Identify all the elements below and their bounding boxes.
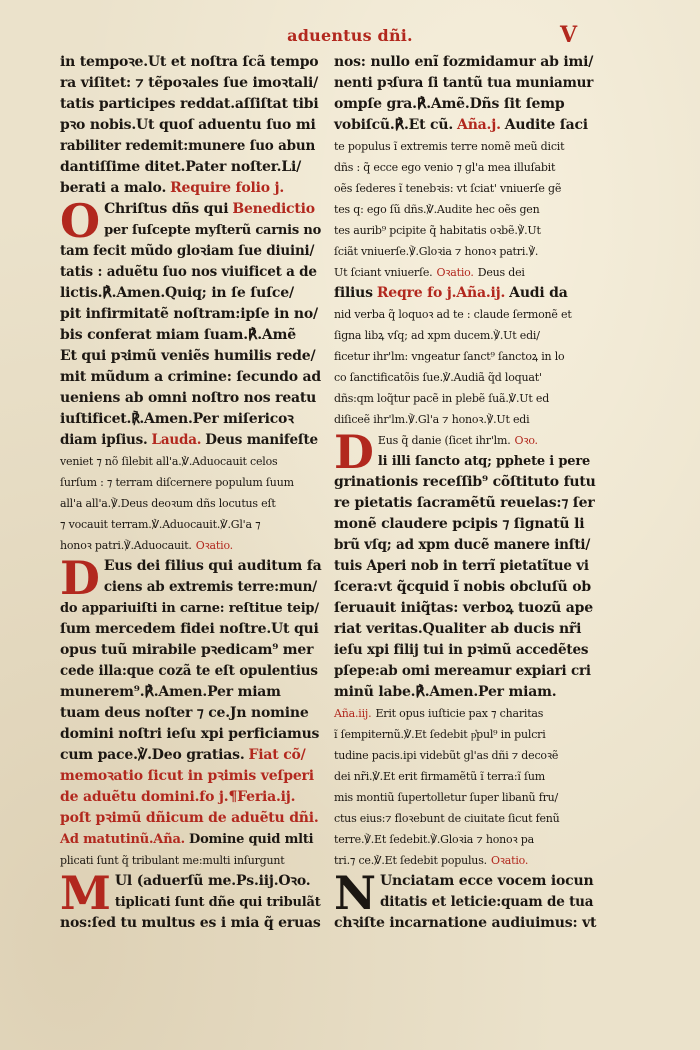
- line-text: ficetur ihr'lm: vngeatur ſanct⁹ ſanctoꝝ in lo: [334, 350, 565, 363]
- text-line: [60, 850, 322, 871]
- text-line: [60, 787, 322, 808]
- line-text: ſciãt vniuerſe.℣.Gloꝛia ⁊ honoꝛ patri.℣.: [334, 245, 539, 258]
- line-text: tatis participes reddat.aſſiſtat tibi: [60, 96, 319, 112]
- line-text: ĩ ſempiternũ.℣.Et ſedebit p͛pul⁹ in pulcri: [334, 728, 546, 741]
- line-text: tam fecit mũdo gloꝛiam ſue diuini/: [60, 243, 315, 259]
- text-line: [60, 493, 322, 514]
- line-text: filius: [334, 285, 373, 301]
- text-line: [334, 157, 596, 178]
- text-line: [334, 598, 596, 619]
- rubric-text: Oꝛatio.: [490, 854, 529, 867]
- line-text: de aduẽtu domini.fo j.¶Feria.ij.: [60, 789, 296, 805]
- text-line: [334, 346, 596, 367]
- text-line: [334, 556, 596, 577]
- line-text: nos:ſed tu multus es i mia q̃ eruas: [60, 915, 321, 931]
- line-text: diam ipſius.: [60, 432, 148, 448]
- text-line: [334, 766, 596, 787]
- text-line: [334, 472, 596, 493]
- line-text: tudine pacis.ipi videbũt gl'as dñi ⁊ decoꝛẽ: [334, 749, 559, 762]
- line-text: plicati ſunt q̃ tribulant me:multi inſurgunt: [60, 854, 285, 867]
- text-line: [60, 157, 322, 178]
- rubric-text: Aña.j.: [457, 117, 501, 133]
- line-text: iuſtificet.℟.Amen.Per miſericoꝛ: [60, 411, 294, 427]
- text-line: [334, 115, 596, 136]
- running-head: aduentus dñi.: [287, 26, 413, 45]
- right-column: [334, 52, 596, 934]
- text-line: [60, 178, 322, 199]
- text-line: [60, 514, 322, 535]
- text-line: [334, 241, 596, 262]
- text-line: [60, 745, 322, 766]
- line-text: grinationis receſſib⁹ cõſtituto futu: [334, 474, 596, 490]
- line-text: ſcera:vt q̃cquid ĩ nobis obcluſũ ob: [334, 579, 591, 595]
- line-text: veniet ⁊ nõ ſilebit all'a.℣.Aduocauit celos: [60, 455, 278, 468]
- text-line: [60, 451, 322, 472]
- line-text: cede illa:que cozã te eſt opulentius: [60, 663, 318, 679]
- text-line: [334, 493, 596, 514]
- text-line: [334, 913, 596, 934]
- line-text: tri.⁊ ce.℣.Et ſedebit populus.: [334, 854, 487, 867]
- text-line: [334, 724, 596, 745]
- line-text: bis conferat miam ſuam.℟.Amẽ: [60, 327, 296, 343]
- line-text: ciens ab extremis terre:mun/: [103, 579, 317, 595]
- text-line: [334, 136, 596, 157]
- line-text: do appariuiſti in carne: reſtitue teip/: [60, 601, 319, 616]
- line-text: minũ labe.℟.Amen.Per miam.: [334, 684, 557, 700]
- text-line: [60, 367, 322, 388]
- line-text: ra viſitet: ⁊ tẽpoꝛales ſue imoꝛtali/: [60, 75, 319, 91]
- line-text: tes q: ego ſũ dñs.℣.Audite hec oẽs gen: [334, 203, 540, 216]
- line-text: tes aurib⁹ pcipite q̃ habitatis oꝛbẽ.℣.Ut: [334, 224, 541, 237]
- line-text: Ul (aduerſũ me.Ps.iij.Oꝛo.: [114, 873, 311, 889]
- text-line: [334, 703, 596, 724]
- left-column: [60, 52, 322, 934]
- line-text: opus tuũ mirabile pꝛedicam⁹ mer: [60, 642, 314, 658]
- text-line: [334, 304, 596, 325]
- text-line: [60, 472, 322, 493]
- text-line: [60, 430, 322, 451]
- line-text-continued: Domine quid mlti: [189, 832, 314, 847]
- line-text: Eus q̃ danie (ſicet ihr'lm.: [377, 434, 511, 447]
- text-line: [60, 73, 322, 94]
- line-text-continued: Audi da: [509, 285, 568, 301]
- line-text: monẽ claudere pcipis ⁊ ſignatũ li: [334, 516, 585, 532]
- text-line: [334, 808, 596, 829]
- line-text: in tempoꝛe.Ut et noſtra ſcã tempo: [60, 54, 319, 70]
- line-text-continued: Deus manifeſte: [205, 432, 318, 448]
- text-line: [334, 409, 596, 430]
- line-text: per ſuſcepte myſterũ carnis no: [104, 223, 322, 238]
- line-text: rabiliter redemit:munere ſuo abun: [60, 138, 316, 154]
- line-text: Chriſtus dñs qui: [104, 201, 229, 217]
- text-line: [60, 94, 322, 115]
- line-text: nenti pꝛſura ſi tantũ tua muniamur: [334, 75, 594, 91]
- text-line: [60, 304, 322, 325]
- initial-letter: N: [334, 866, 377, 920]
- text-line: [60, 703, 322, 724]
- text-line: [60, 388, 322, 409]
- line-text: dñs : q̃ ecce ego venio ⁊ gl'a mea illuſabit: [334, 161, 556, 174]
- line-text: ſeruauit iniq̃tas: verboꝝ tuozũ ape: [334, 600, 593, 616]
- line-text: ſurſum : ⁊ terram diſcernere populum ſuum: [60, 476, 294, 489]
- text-line: [60, 724, 322, 745]
- initial-letter: D: [60, 551, 100, 605]
- text-line: [60, 640, 322, 661]
- line-text: ſigna libꝝ vſq; ad xpm ducem.℣.Ut edi/: [334, 329, 540, 342]
- text-line: [334, 850, 596, 871]
- rubric-text: Fiat cõ/: [248, 747, 306, 763]
- line-text: Et qui pꝛimũ veniẽs humilis rede/: [60, 348, 316, 364]
- line-text: nos: nullo enĩ fozmidamur ab imi/: [334, 54, 594, 70]
- rubric-text: Require folio j.: [170, 180, 285, 196]
- text-line: [60, 535, 322, 556]
- text-line: [334, 619, 596, 640]
- text-line: [60, 115, 322, 136]
- text-line: [60, 829, 322, 850]
- text-line: [60, 808, 322, 829]
- line-text: riat veritas.Qualiter ab ducis nr̃i: [334, 621, 582, 637]
- text-line: [60, 766, 322, 787]
- line-text: cum pace.℣.Deo gratias.: [60, 747, 245, 763]
- line-text-continued: Erit opus iuſticie pax ⁊ charitas: [375, 707, 544, 720]
- folio-number: V: [560, 22, 578, 48]
- line-text: lictis.℟.Amen.Quiq; in ſe ſuſce/: [60, 285, 294, 301]
- text-line: [334, 682, 596, 703]
- line-text: te populus ĩ extremis terre nomẽ meũ dicit: [334, 140, 565, 153]
- text-line: [60, 283, 322, 304]
- initial-letter: D: [334, 425, 374, 479]
- line-text: Eus dei filius qui auditum fa: [103, 558, 322, 574]
- line-text: mis montiũ ſupertolletur ſuper libanũ fru/: [334, 791, 559, 804]
- text-line: [60, 913, 322, 934]
- text-line: [60, 346, 322, 367]
- line-text: berati a malo.: [60, 180, 167, 196]
- text-line: [334, 325, 596, 346]
- line-text: ueniens ab omni noſtro nos reatu: [60, 390, 317, 406]
- line-text: ditatis et leticie:quam de tua: [380, 894, 594, 910]
- text-line: [334, 199, 596, 220]
- text-line: [60, 661, 322, 682]
- text-line: [334, 94, 596, 115]
- initial-letter: O: [60, 194, 101, 248]
- rubric-text: Oꝛatio.: [436, 266, 474, 279]
- line-text: tuam deus noſter ⁊ ce.Jn nomine: [60, 705, 309, 721]
- text-line: [334, 178, 596, 199]
- line-text: pſepe:ab omi mereamur expiari cri: [334, 663, 591, 679]
- line-text: dñs:qm loq̃tur pacẽ in plebẽ ſuã.℣.Ut ed: [334, 392, 550, 405]
- rubric-text: Aña.iij.: [334, 707, 372, 720]
- text-line: [334, 661, 596, 682]
- text-line: [334, 514, 596, 535]
- line-text: tatis : aduẽtu ſuo nos viuificet a de: [60, 264, 317, 280]
- line-text-continued: Audite ſaci: [504, 117, 588, 133]
- text-line: [60, 262, 322, 283]
- line-text: Ad matutinũ.Aña.: [60, 832, 185, 847]
- line-text: tiplicati ſunt dñe qui tribulãt: [114, 895, 321, 910]
- line-text: all'a all'a.℣.Deus deoꝛum dñs locutus eſt: [60, 497, 276, 510]
- text-line: [334, 535, 596, 556]
- line-text: re pietatis ſacramẽtũ reuelas:⁊ ſer: [334, 495, 595, 511]
- text-line: [60, 619, 322, 640]
- text-line: [334, 52, 596, 73]
- line-text: co ſanctificatõis ſue.℣.Audiã q̃d loquat': [334, 371, 542, 384]
- text-line: [60, 682, 322, 703]
- line-text: brũ vſq; ad xpm ducẽ manere inſti/: [334, 537, 591, 553]
- rubric-text: Oꝛatio.: [195, 539, 233, 552]
- line-text: ⁊ vocauit terram.℣.Aduocauit.℣.Gl'a ⁊: [60, 518, 261, 531]
- line-text-continued: Deus dei: [477, 266, 525, 279]
- text-line: [334, 829, 596, 850]
- text-line: [60, 52, 322, 73]
- line-text: Unciatam ecce vocem iocun: [380, 873, 594, 889]
- rubric-text: Lauda.: [151, 432, 202, 448]
- line-text: ieſu xpi filij tui in pꝛimũ accedẽtes: [334, 642, 589, 658]
- text-line: [60, 409, 322, 430]
- initial-letter: M: [60, 866, 111, 920]
- line-text: Ut ſciant vniuerſe.: [334, 266, 433, 279]
- line-text: ctus eius:⁊ floꝛebunt de ciuitate ſicut fenũ: [334, 812, 560, 825]
- text-line: [60, 598, 322, 619]
- line-text: terre.℣.Et ſedebit.℣.Gloꝛia ⁊ honoꝛ pa: [334, 833, 534, 846]
- line-text: nid verba q̃ loquoꝛ ad te : claude ſermonẽ et: [334, 308, 572, 321]
- line-text: ſum mercedem fidei noſtre.Ut qui: [60, 621, 319, 637]
- text-line: [334, 577, 596, 598]
- line-text: poſt pꝛimũ dñicum de aduẽtu dñi.: [60, 810, 319, 826]
- text-line: [334, 640, 596, 661]
- text-line: [334, 787, 596, 808]
- line-text: memoꝛatio ſicut in pꝛimis veſperi: [60, 768, 314, 784]
- text-line: [334, 262, 596, 283]
- line-text: oẽs ſederes ĩ tenebꝛis: vt ſciat' vniuerſe gẽ: [334, 182, 562, 195]
- line-text: pꝛo nobis.Ut quoſ aduentu ſuo mi: [60, 117, 316, 133]
- text-line: [334, 388, 596, 409]
- line-text: dei nr̃i.℣.Et erit firmamẽtũ ĩ terra:ĩ ſum: [334, 770, 545, 783]
- text-line: [60, 325, 322, 346]
- text-line: [334, 745, 596, 766]
- line-text: domini noſtri ieſu xpi perficiamus: [60, 726, 320, 742]
- line-text: diſiceẽ ihr'lm.℣.Gl'a ⁊ honoꝛ.℣.Ut edi: [334, 413, 530, 426]
- line-text: ompſe gra.℟.Amẽ.Dñs ſit ſemp: [334, 96, 565, 112]
- line-text: chꝛiſte incarnatione audiuimus: vt: [334, 915, 597, 931]
- line-text: munerem⁹.℟.Amen.Per miam: [60, 684, 281, 700]
- line-text: li illi ſancto atq; pphete i pere: [377, 454, 591, 469]
- text-line: [334, 283, 596, 304]
- line-text: pit infirmitatẽ noſtram:ipſe in no/: [60, 306, 318, 322]
- text-line: [334, 367, 596, 388]
- rubric-text: Benedictio: [232, 201, 315, 217]
- text-line: [60, 241, 322, 262]
- line-text: vobiſcũ.℟.Et cũ.: [334, 117, 454, 133]
- rubric-text: Reqre fo j.Aña.ij.: [376, 285, 506, 301]
- text-line: [334, 220, 596, 241]
- line-text: dantiſſime ditet.Pater noſter.Li/: [60, 159, 302, 175]
- text-line: [60, 136, 322, 157]
- line-text: mit mũdum a crimine: ſecundo ad: [60, 369, 322, 385]
- text-line: [334, 73, 596, 94]
- line-text: tuis Aperi nob in terrĩ pietatĩtue vi: [334, 558, 589, 574]
- line-text: honoꝛ patri.℣.Aduocauit.: [60, 539, 192, 552]
- rubric-text: Oꝛo.: [514, 434, 538, 447]
